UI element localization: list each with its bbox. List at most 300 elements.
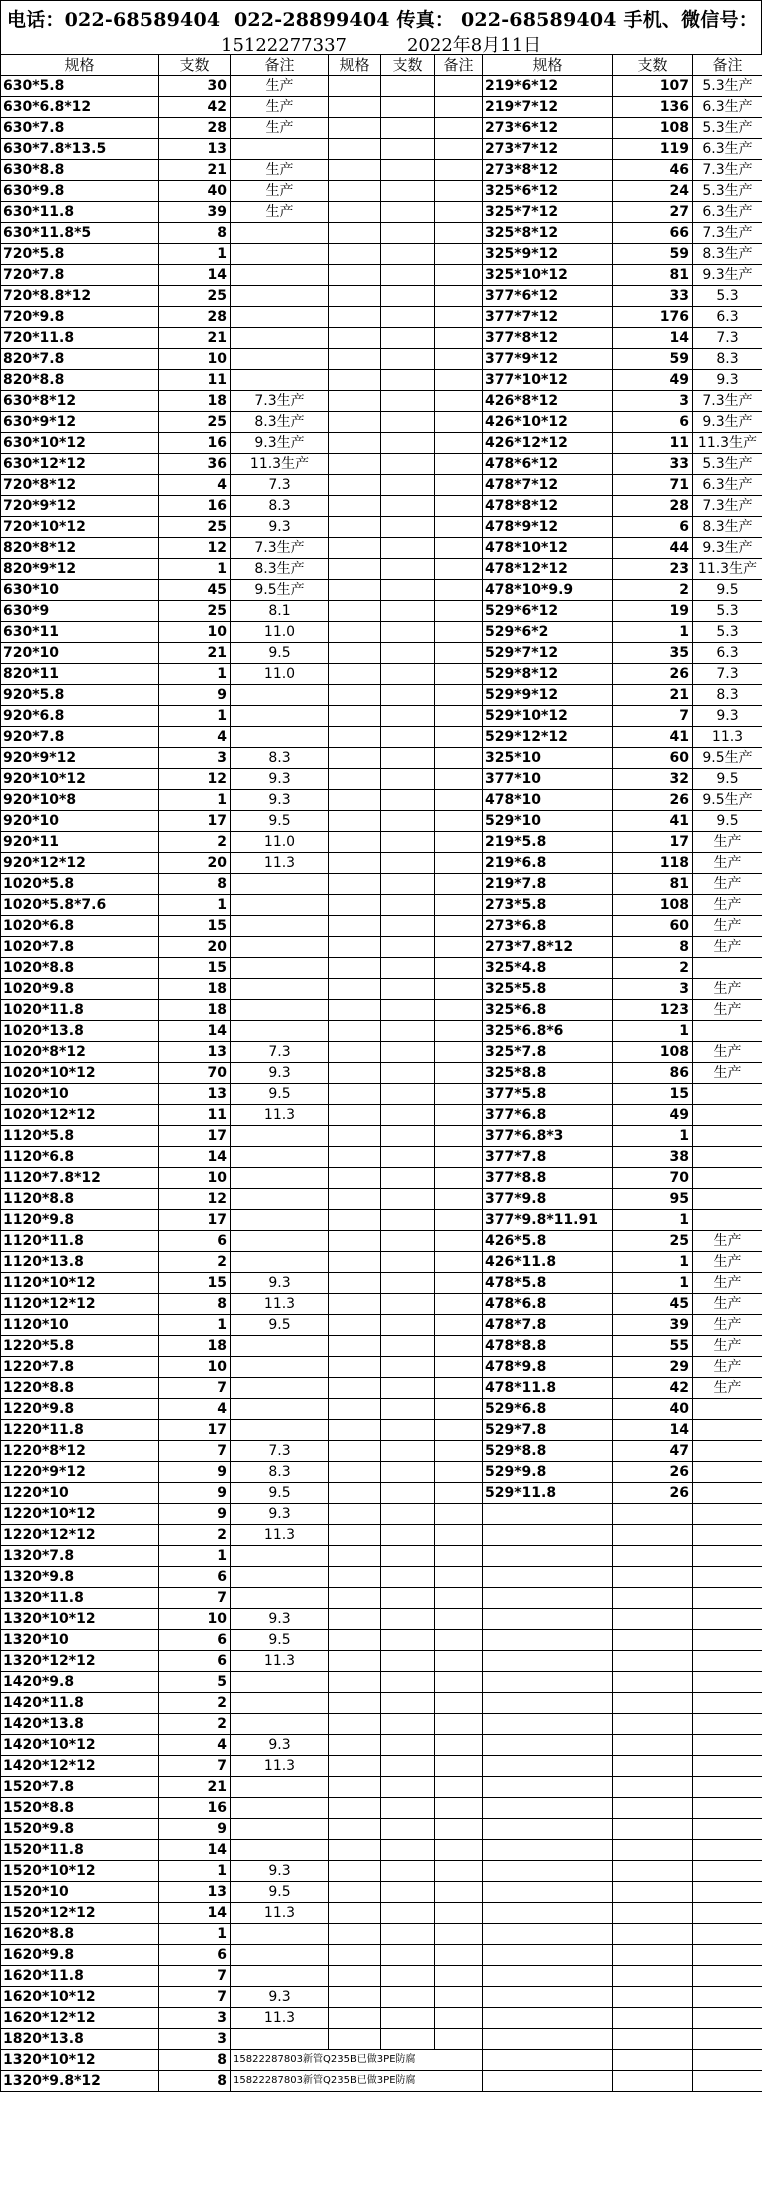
left-note-cell: 生产	[231, 97, 329, 118]
right-spec-cell: 377*7.8	[483, 1147, 613, 1168]
left-note-cell	[231, 1924, 329, 1945]
table-row	[1, 2029, 762, 2050]
mid-qty-cell	[381, 895, 435, 916]
mid-qty-cell	[381, 328, 435, 349]
left-qty-cell: 1	[159, 1861, 231, 1882]
left-note-cell	[231, 895, 329, 916]
left-qty-cell: 7	[159, 1378, 231, 1399]
right-note-cell: 5.3生产	[693, 76, 762, 97]
right-spec-cell: 529*10	[483, 811, 613, 832]
right-note-cell: 生产	[693, 1294, 762, 1315]
mid-spec-cell	[329, 1651, 381, 1672]
mid-note-cell	[435, 832, 483, 853]
left-note-cell	[231, 328, 329, 349]
left-qty-cell: 2	[159, 1525, 231, 1546]
mid-note-cell	[435, 790, 483, 811]
mid-note-cell	[435, 1189, 483, 1210]
left-note-cell	[231, 1420, 329, 1441]
table-row	[1, 664, 762, 685]
left-qty-cell: 30	[159, 76, 231, 97]
right-spec-cell: 219*5.8	[483, 832, 613, 853]
mid-note-cell	[435, 1000, 483, 1021]
mid-spec-cell	[329, 139, 381, 160]
table-row	[1, 748, 762, 769]
right-note-cell	[693, 1609, 762, 1630]
mid-spec-cell	[329, 769, 381, 790]
right-spec-cell: 273*5.8	[483, 895, 613, 916]
mid-spec-cell	[329, 517, 381, 538]
mid-qty-cell	[381, 1273, 435, 1294]
right-note-cell	[693, 1504, 762, 1525]
right-note-cell: 7.3生产	[693, 391, 762, 412]
left-note-cell	[231, 874, 329, 895]
mid-spec-cell	[329, 1756, 381, 1777]
right-note-cell: 生产	[693, 1000, 762, 1021]
left-spec-cell: 1220*7.8	[1, 1357, 159, 1378]
left-qty-cell: 36	[159, 454, 231, 475]
left-qty-cell: 13	[159, 1042, 231, 1063]
mid-qty-cell	[381, 349, 435, 370]
mid-qty-cell	[381, 139, 435, 160]
right-qty-cell	[613, 1735, 693, 1756]
right-note-cell: 生产	[693, 1336, 762, 1357]
right-qty-cell: 60	[613, 748, 693, 769]
mid-qty-cell	[381, 1714, 435, 1735]
right-qty-cell: 32	[613, 769, 693, 790]
mid-spec-cell	[329, 979, 381, 1000]
left-qty-cell: 6	[159, 1231, 231, 1252]
right-qty-cell	[613, 1840, 693, 1861]
mid-note-cell	[435, 1420, 483, 1441]
left-note-cell: 15822287803新管Q235B已做3PE防腐	[231, 2071, 483, 2092]
mid-qty-cell	[381, 1861, 435, 1882]
mid-spec-cell	[329, 643, 381, 664]
right-spec-cell: 529*12*12	[483, 727, 613, 748]
right-qty-cell: 26	[613, 664, 693, 685]
mid-qty-cell	[381, 790, 435, 811]
left-qty-cell: 21	[159, 1777, 231, 1798]
stock-table	[0, 54, 762, 2092]
mid-qty-cell	[381, 286, 435, 307]
right-spec-cell: 478*10*12	[483, 538, 613, 559]
mid-qty-cell	[381, 1987, 435, 2008]
left-qty-cell: 8	[159, 874, 231, 895]
left-note-cell: 11.0	[231, 622, 329, 643]
table-row	[1, 790, 762, 811]
left-note-cell: 生产	[231, 76, 329, 97]
right-note-cell	[693, 1420, 762, 1441]
right-qty-cell: 108	[613, 1042, 693, 1063]
mid-spec-cell	[329, 1063, 381, 1084]
right-spec-cell	[483, 1651, 613, 1672]
mid-spec-cell	[329, 1210, 381, 1231]
mid-note-cell	[435, 979, 483, 1000]
mid-qty-cell	[381, 433, 435, 454]
left-note-cell	[231, 1168, 329, 1189]
mid-spec-cell	[329, 1735, 381, 1756]
mid-note-cell	[435, 1483, 483, 1504]
left-qty-cell: 3	[159, 748, 231, 769]
left-spec-cell: 920*5.8	[1, 685, 159, 706]
left-note-cell	[231, 706, 329, 727]
left-spec-cell: 1520*11.8	[1, 1840, 159, 1861]
left-qty-cell: 20	[159, 937, 231, 958]
mid-qty-cell	[381, 559, 435, 580]
left-spec-cell: 720*5.8	[1, 244, 159, 265]
right-spec-cell	[483, 1525, 613, 1546]
mid-note-cell	[435, 2029, 483, 2050]
right-note-cell: 11.3生产	[693, 433, 762, 454]
right-note-cell: 7.3	[693, 328, 762, 349]
mid-note-cell	[435, 643, 483, 664]
mid-qty-cell	[381, 1294, 435, 1315]
left-qty-cell: 25	[159, 601, 231, 622]
mid-spec-cell	[329, 916, 381, 937]
mid-qty-cell	[381, 1525, 435, 1546]
mid-note-cell	[435, 139, 483, 160]
mid-spec-cell	[329, 1567, 381, 1588]
right-qty-cell: 81	[613, 874, 693, 895]
left-spec-cell: 1420*12*12	[1, 1756, 159, 1777]
right-note-cell: 8.3生产	[693, 244, 762, 265]
right-spec-cell: 325*7.8	[483, 1042, 613, 1063]
mid-spec-cell	[329, 811, 381, 832]
left-note-cell	[231, 1231, 329, 1252]
left-qty-cell: 4	[159, 1735, 231, 1756]
table-row	[1, 1420, 762, 1441]
right-note-cell	[693, 1651, 762, 1672]
left-note-cell: 8.3	[231, 496, 329, 517]
right-note-cell	[693, 958, 762, 979]
right-qty-cell	[613, 1819, 693, 1840]
left-qty-cell: 25	[159, 286, 231, 307]
left-spec-cell: 1220*8.8	[1, 1378, 159, 1399]
left-spec-cell: 1020*7.8	[1, 937, 159, 958]
right-qty-cell: 49	[613, 370, 693, 391]
mid-spec-cell	[329, 1693, 381, 1714]
right-spec-cell: 426*8*12	[483, 391, 613, 412]
left-spec-cell: 1220*10*12	[1, 1504, 159, 1525]
left-note-cell: 9.3生产	[231, 433, 329, 454]
right-qty-cell: 3	[613, 979, 693, 1000]
mid-spec-cell	[329, 601, 381, 622]
left-spec-cell: 1220*12*12	[1, 1525, 159, 1546]
right-qty-cell	[613, 1714, 693, 1735]
left-qty-cell: 1	[159, 895, 231, 916]
left-spec-cell: 630*11.8*5	[1, 223, 159, 244]
left-spec-cell: 630*9.8	[1, 181, 159, 202]
table-row	[1, 1189, 762, 1210]
table-row	[1, 496, 762, 517]
right-note-cell: 生产	[693, 1378, 762, 1399]
mid-note-cell	[435, 223, 483, 244]
right-qty-cell: 45	[613, 1294, 693, 1315]
left-spec-cell: 1320*12*12	[1, 1651, 159, 1672]
mid-note-cell	[435, 1966, 483, 1987]
mid-qty-cell	[381, 307, 435, 328]
left-note-cell	[231, 1546, 329, 1567]
table-row	[1, 1525, 762, 1546]
left-qty-cell: 17	[159, 1126, 231, 1147]
left-note-cell: 11.0	[231, 832, 329, 853]
right-spec-cell	[483, 1756, 613, 1777]
mid-note-cell	[435, 1546, 483, 1567]
right-spec-cell	[483, 1735, 613, 1756]
left-note-cell	[231, 370, 329, 391]
mid-note-cell	[435, 412, 483, 433]
mid-note-cell	[435, 454, 483, 475]
col-header-note-left: 备注	[231, 55, 329, 76]
mid-spec-cell	[329, 475, 381, 496]
mid-qty-cell	[381, 1168, 435, 1189]
table-row	[1, 1462, 762, 1483]
left-qty-cell: 5	[159, 1672, 231, 1693]
right-spec-cell	[483, 1567, 613, 1588]
right-qty-cell: 44	[613, 538, 693, 559]
mid-spec-cell	[329, 748, 381, 769]
mid-spec-cell	[329, 1798, 381, 1819]
left-spec-cell: 720*9.8	[1, 307, 159, 328]
right-spec-cell: 377*6.8	[483, 1105, 613, 1126]
mid-qty-cell	[381, 748, 435, 769]
left-note-cell	[231, 1021, 329, 1042]
mid-spec-cell	[329, 1294, 381, 1315]
left-spec-cell: 1020*11.8	[1, 1000, 159, 1021]
table-row	[1, 349, 762, 370]
mid-qty-cell	[381, 1336, 435, 1357]
table-row	[1, 181, 762, 202]
left-note-cell: 9.5	[231, 1315, 329, 1336]
left-note-cell: 9.3	[231, 1609, 329, 1630]
left-spec-cell: 1320*9.8	[1, 1567, 159, 1588]
left-qty-cell: 28	[159, 307, 231, 328]
right-spec-cell: 219*6.8	[483, 853, 613, 874]
table-row	[1, 2050, 762, 2071]
right-note-cell: 8.3	[693, 685, 762, 706]
mid-qty-cell	[381, 454, 435, 475]
left-spec-cell: 1020*10*12	[1, 1063, 159, 1084]
right-qty-cell: 1	[613, 622, 693, 643]
mid-spec-cell	[329, 412, 381, 433]
right-spec-cell: 478*11.8	[483, 1378, 613, 1399]
left-note-cell	[231, 1336, 329, 1357]
mid-note-cell	[435, 1777, 483, 1798]
right-qty-cell: 7	[613, 706, 693, 727]
right-spec-cell: 478*6.8	[483, 1294, 613, 1315]
right-qty-cell: 42	[613, 1378, 693, 1399]
left-qty-cell: 16	[159, 496, 231, 517]
table-row	[1, 1210, 762, 1231]
left-note-cell: 7.3	[231, 1441, 329, 1462]
left-qty-cell: 9	[159, 1483, 231, 1504]
mid-spec-cell	[329, 1189, 381, 1210]
mid-spec-cell	[329, 1000, 381, 1021]
mid-note-cell	[435, 160, 483, 181]
left-spec-cell: 720*8.8*12	[1, 286, 159, 307]
left-spec-cell: 920*11	[1, 832, 159, 853]
right-note-cell: 生产	[693, 979, 762, 1000]
left-qty-cell: 7	[159, 1441, 231, 1462]
right-note-cell: 5.3生产	[693, 454, 762, 475]
right-spec-cell	[483, 1903, 613, 1924]
mid-qty-cell	[381, 97, 435, 118]
right-note-cell	[693, 1840, 762, 1861]
mid-qty-cell	[381, 979, 435, 1000]
mid-qty-cell	[381, 1693, 435, 1714]
mid-note-cell	[435, 202, 483, 223]
left-note-cell: 9.3	[231, 1504, 329, 1525]
table-row	[1, 1399, 762, 1420]
right-spec-cell: 529*6*12	[483, 601, 613, 622]
right-spec-cell: 325*6*12	[483, 181, 613, 202]
right-qty-cell	[613, 1798, 693, 1819]
right-note-cell: 9.3生产	[693, 412, 762, 433]
left-spec-cell: 1420*10*12	[1, 1735, 159, 1756]
mid-qty-cell	[381, 1882, 435, 1903]
fax-number: 022-68589404	[460, 9, 617, 31]
left-spec-cell: 1520*10	[1, 1882, 159, 1903]
right-spec-cell	[483, 1609, 613, 1630]
left-note-cell	[231, 1840, 329, 1861]
left-note-cell: 11.3	[231, 1756, 329, 1777]
table-row	[1, 1063, 762, 1084]
right-spec-cell: 529*8.8	[483, 1441, 613, 1462]
mid-qty-cell	[381, 1567, 435, 1588]
right-note-cell	[693, 1672, 762, 1693]
left-spec-cell: 1020*13.8	[1, 1021, 159, 1042]
mid-spec-cell	[329, 1126, 381, 1147]
left-spec-cell: 1220*9*12	[1, 1462, 159, 1483]
left-qty-cell: 18	[159, 391, 231, 412]
right-spec-cell: 219*6*12	[483, 76, 613, 97]
mid-note-cell	[435, 1987, 483, 2008]
mid-note-cell	[435, 1105, 483, 1126]
table-row	[1, 727, 762, 748]
mid-spec-cell	[329, 223, 381, 244]
left-note-cell	[231, 1777, 329, 1798]
table-row	[1, 1273, 762, 1294]
mid-qty-cell	[381, 1798, 435, 1819]
mid-qty-cell	[381, 1252, 435, 1273]
mid-spec-cell	[329, 202, 381, 223]
mid-note-cell	[435, 727, 483, 748]
mid-qty-cell	[381, 1672, 435, 1693]
left-note-cell	[231, 1252, 329, 1273]
mid-qty-cell	[381, 1924, 435, 1945]
right-qty-cell: 1	[613, 1210, 693, 1231]
mid-note-cell	[435, 601, 483, 622]
table-row	[1, 769, 762, 790]
left-spec-cell: 630*12*12	[1, 454, 159, 475]
right-note-cell	[693, 1756, 762, 1777]
mid-note-cell	[435, 1735, 483, 1756]
left-note-cell	[231, 1945, 329, 1966]
table-row	[1, 916, 762, 937]
left-spec-cell: 1320*7.8	[1, 1546, 159, 1567]
mid-qty-cell	[381, 181, 435, 202]
mid-note-cell	[435, 1861, 483, 1882]
table-row	[1, 1357, 762, 1378]
left-spec-cell: 1420*9.8	[1, 1672, 159, 1693]
mid-note-cell	[435, 538, 483, 559]
right-spec-cell: 377*8*12	[483, 328, 613, 349]
left-qty-cell: 12	[159, 1189, 231, 1210]
left-qty-cell: 20	[159, 853, 231, 874]
right-qty-cell	[613, 1903, 693, 1924]
table-row	[1, 1756, 762, 1777]
left-note-cell: 8.3生产	[231, 412, 329, 433]
left-qty-cell: 7	[159, 1966, 231, 1987]
left-spec-cell: 1320*9.8*12	[1, 2071, 159, 2092]
right-note-cell	[693, 2071, 762, 2092]
right-note-cell: 生产	[693, 1231, 762, 1252]
left-qty-cell: 70	[159, 1063, 231, 1084]
right-note-cell	[693, 1924, 762, 1945]
right-note-cell: 5.3	[693, 601, 762, 622]
right-qty-cell	[613, 2050, 693, 2071]
mid-note-cell	[435, 1126, 483, 1147]
right-spec-cell: 478*7.8	[483, 1315, 613, 1336]
table-row	[1, 1819, 762, 1840]
left-qty-cell: 1	[159, 790, 231, 811]
mid-qty-cell	[381, 1378, 435, 1399]
right-spec-cell	[483, 2071, 613, 2092]
left-spec-cell: 1420*13.8	[1, 1714, 159, 1735]
mid-note-cell	[435, 370, 483, 391]
right-note-cell: 5.3生产	[693, 181, 762, 202]
mid-qty-cell	[381, 1840, 435, 1861]
left-qty-cell: 8	[159, 1294, 231, 1315]
mid-note-cell	[435, 685, 483, 706]
right-spec-cell: 478*5.8	[483, 1273, 613, 1294]
mid-note-cell	[435, 97, 483, 118]
table-row	[1, 1105, 762, 1126]
left-qty-cell: 15	[159, 958, 231, 979]
left-spec-cell: 1320*10*12	[1, 1609, 159, 1630]
mid-spec-cell	[329, 1987, 381, 2008]
left-spec-cell: 630*9	[1, 601, 159, 622]
right-qty-cell: 17	[613, 832, 693, 853]
table-row	[1, 265, 762, 286]
mid-qty-cell	[381, 811, 435, 832]
right-qty-cell: 14	[613, 1420, 693, 1441]
right-spec-cell	[483, 1819, 613, 1840]
right-qty-cell	[613, 1609, 693, 1630]
left-spec-cell: 1120*6.8	[1, 1147, 159, 1168]
right-spec-cell: 478*9*12	[483, 517, 613, 538]
mid-qty-cell	[381, 1756, 435, 1777]
right-spec-cell	[483, 2029, 613, 2050]
mid-note-cell	[435, 1063, 483, 1084]
left-qty-cell: 9	[159, 685, 231, 706]
right-note-cell: 9.5生产	[693, 748, 762, 769]
left-qty-cell: 45	[159, 580, 231, 601]
mid-spec-cell	[329, 1105, 381, 1126]
left-spec-cell: 1520*7.8	[1, 1777, 159, 1798]
right-qty-cell: 49	[613, 1105, 693, 1126]
right-note-cell	[693, 1084, 762, 1105]
left-qty-cell: 9	[159, 1504, 231, 1525]
right-note-cell	[693, 1588, 762, 1609]
left-qty-cell: 10	[159, 1609, 231, 1630]
right-qty-cell: 26	[613, 1483, 693, 1504]
right-note-cell: 5.3生产	[693, 118, 762, 139]
right-qty-cell: 40	[613, 1399, 693, 1420]
mid-spec-cell	[329, 958, 381, 979]
left-qty-cell: 11	[159, 370, 231, 391]
right-note-cell	[693, 1714, 762, 1735]
left-spec-cell: 630*9*12	[1, 412, 159, 433]
